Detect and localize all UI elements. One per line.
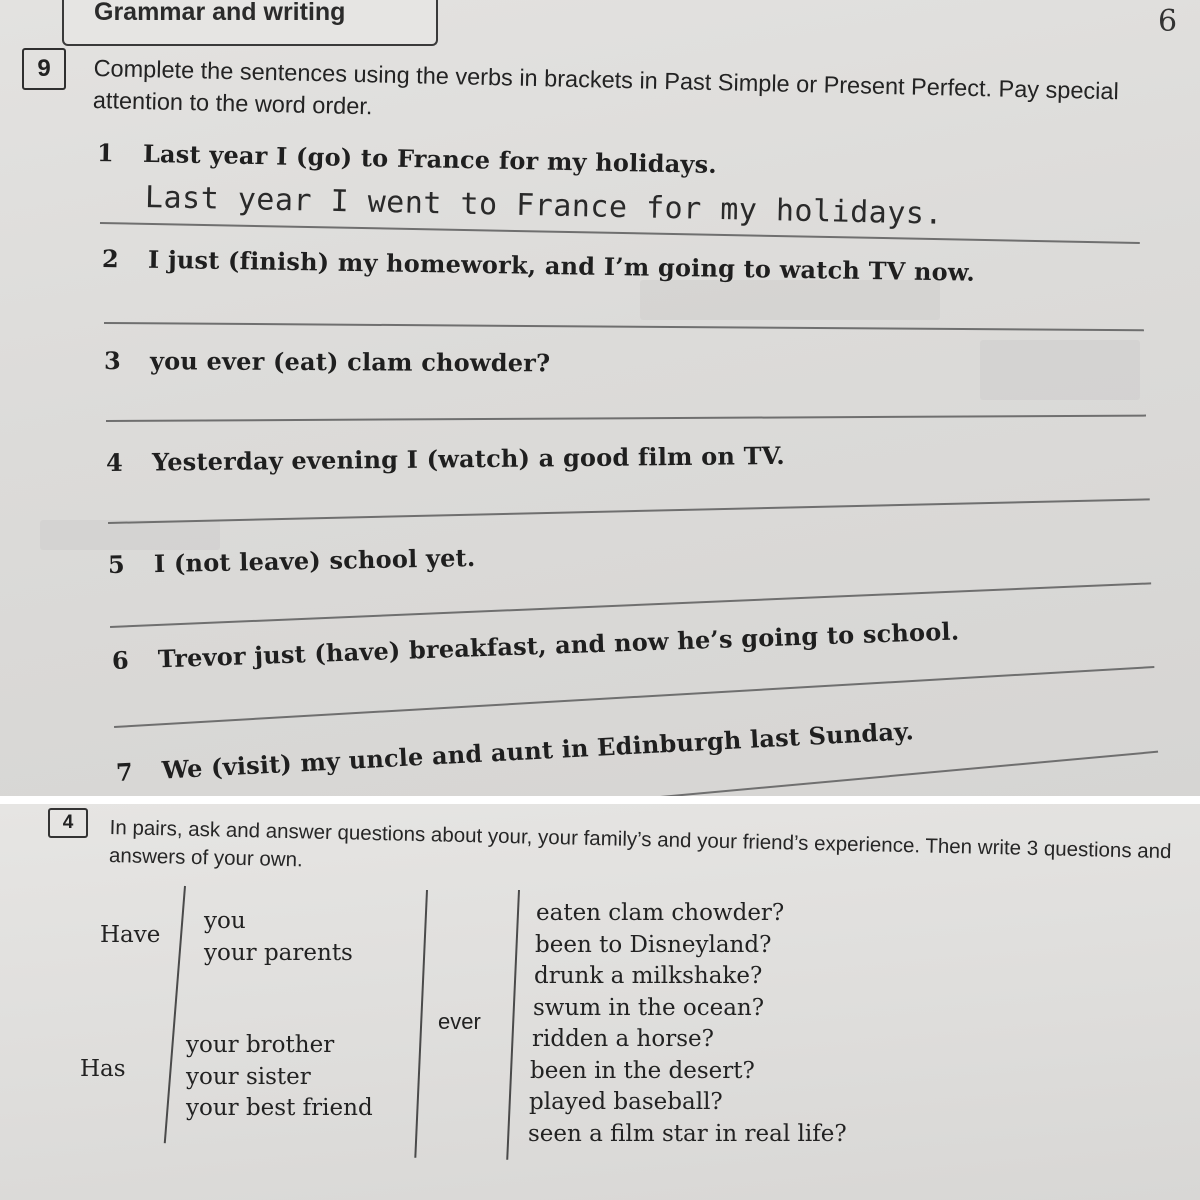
subject-item: you [204,908,246,934]
item-sentence: I (not leave) school yet. [153,542,476,579]
item-number: 6 [111,645,130,675]
exercise-item-4 [106,441,785,477]
item-number: 1 [96,138,114,168]
table-divider [164,886,186,1143]
item-sentence: you ever (eat) clam chowder? [149,346,551,378]
answer-line [660,751,1158,796]
item-number: 7 [115,757,134,787]
participle-item: played baseball? [529,1089,723,1115]
show-through-text [640,280,940,320]
exercise-number-badge: 9 [22,48,66,90]
subject-item: your sister [186,1063,311,1090]
item-number: 5 [107,549,125,579]
item-number: 4 [105,447,123,477]
participle-list [528,898,847,1150]
exercise-item-7 [115,716,914,787]
item-sentence: Last year I (go) to France for my holidays. [142,138,718,179]
answer-line [110,582,1151,628]
section-tab [62,0,438,46]
aux-has: Has [80,1056,126,1082]
item-sentence: Trevor just (have) breakfast, and now he’s going to school. [157,616,960,674]
participle-item: been in the desert? [530,1057,755,1084]
subject-item: your best friend [186,1095,373,1121]
adverb-ever: ever [438,1009,481,1034]
answer-line [100,222,1140,244]
answer-line [108,498,1150,524]
subject-item: your parents [204,939,353,966]
page-number: 6 [1158,4,1178,39]
subject-item: your brother [186,1032,335,1058]
exercise-item-1 [97,138,717,179]
exercise-item-2 [102,244,975,287]
answer-line [106,415,1146,422]
photo-divider [0,796,1200,804]
item-sentence: Yesterday evening I (watch) a good film on TV. [151,440,786,477]
participle-item: eaten clam chowder? [536,900,785,926]
aux-have: Have [100,922,161,948]
subjects-has-list [186,1030,373,1125]
table-divider [506,890,520,1160]
item-number: 2 [101,244,119,274]
item-number: 3 [103,346,121,376]
exercise-item-5 [108,543,476,579]
exercise-instruction: In pairs, ask and answer questions about your, your family’s and your friend’s experience. Then write 3 questions and answers of your own. [108,815,1172,872]
workbook-page-bottom [0,804,1200,1200]
subjects-have-list [204,906,353,969]
participle-item: swum in the ocean? [533,994,765,1021]
table-divider [414,890,428,1158]
handwritten-answer: Last year I went to France for my holidays. [144,180,944,232]
exercise-item-6 [111,616,959,675]
exercise-number-badge: 4 [48,808,88,838]
participle-item: ridden a horse? [532,1026,714,1052]
answer-line [114,666,1154,728]
item-sentence: I just (finish) my homework, and I’m going to watch TV now. [147,244,976,287]
answer-line [104,322,1144,331]
participle-item: been to Disneyland? [535,931,772,958]
show-through-text [40,520,220,550]
show-through-text [980,340,1140,400]
exercise-instruction: Complete the sentences using the verbs in brackets in Past Simple or Present Perfect. Pay special attention to the word order. [92,54,1120,120]
section-title: Grammar and writing [94,0,346,26]
item-sentence: We (visit) my uncle and aunt in Edinburgh last Sunday. [161,716,915,785]
participle-item: drunk a milkshake? [534,963,763,989]
exercise-item-3 [104,346,550,377]
participle-item: seen a film star in real life? [528,1120,847,1147]
